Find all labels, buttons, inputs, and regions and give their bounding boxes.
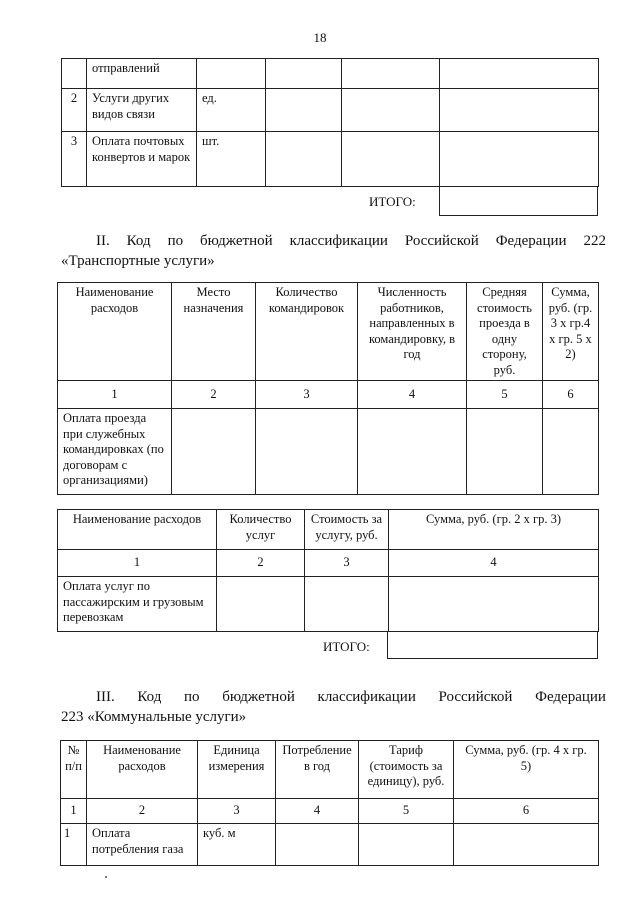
table-communication-continued bbox=[61, 58, 599, 187]
empty-cell bbox=[543, 409, 599, 495]
heading-word: классификации bbox=[317, 689, 416, 705]
column-header: Наименование расходов bbox=[58, 510, 217, 550]
table-transport-services bbox=[57, 509, 599, 632]
column-header: Наименование расходов bbox=[58, 283, 172, 381]
heading-word: Российской bbox=[438, 689, 513, 705]
expense-name-cell: Оплата потребления газа bbox=[87, 824, 198, 866]
column-header: Количество командировок bbox=[256, 283, 358, 381]
column-header: Сумма, руб. (гр. 3 х гр.4 х гр. 5 х 2) bbox=[543, 283, 599, 381]
empty-cell bbox=[389, 577, 599, 632]
heading-word: бюджетной bbox=[200, 233, 273, 249]
column-number: 6 bbox=[543, 381, 599, 409]
unit-cell bbox=[197, 59, 266, 89]
heading-word: бюджетной bbox=[222, 689, 295, 705]
column-header: Единица измерения bbox=[198, 741, 276, 799]
heading-line-2: «Транспортные услуги» bbox=[61, 253, 215, 269]
heading-word: Федерации bbox=[535, 689, 606, 705]
column-number: 1 bbox=[58, 381, 172, 409]
table-row bbox=[62, 89, 599, 132]
column-header: Наименование расходов bbox=[87, 741, 198, 799]
empty-cell bbox=[358, 409, 467, 495]
heading-word: Федерации bbox=[495, 233, 567, 249]
heading-word: II. bbox=[96, 233, 110, 249]
column-number: 3 bbox=[305, 550, 389, 577]
heading-word: классификации bbox=[289, 233, 388, 249]
heading-word: 222 bbox=[583, 233, 606, 249]
empty-cell bbox=[359, 824, 454, 866]
table-header-row bbox=[61, 741, 599, 799]
unit-cell: ед. bbox=[197, 89, 266, 132]
empty-cell bbox=[342, 59, 440, 89]
empty-cell bbox=[440, 132, 599, 187]
empty-cell bbox=[440, 59, 599, 89]
column-number: 4 bbox=[389, 550, 599, 577]
unit-cell: шт. bbox=[197, 132, 266, 187]
itogo-label: ИТОГО: bbox=[369, 194, 416, 209]
row-number-cell bbox=[62, 59, 87, 89]
column-number-row bbox=[58, 381, 599, 409]
column-header: № п/п bbox=[61, 741, 87, 799]
empty-cell bbox=[266, 89, 342, 132]
row-number-cell: 2 bbox=[62, 89, 87, 132]
empty-cell bbox=[342, 89, 440, 132]
column-header: Сумма, руб. (гр. 2 х гр. 3) bbox=[389, 510, 599, 550]
table-row bbox=[58, 409, 599, 495]
row-number-cell: 3 bbox=[62, 132, 87, 187]
column-header: Численность работников, направленных в командировку, в год bbox=[358, 283, 467, 381]
column-header: Место назначения bbox=[172, 283, 256, 381]
column-number: 5 bbox=[467, 381, 543, 409]
column-header: Потребление в год bbox=[276, 741, 359, 799]
empty-cell bbox=[440, 89, 599, 132]
heading-word: по bbox=[167, 233, 184, 249]
table-row bbox=[62, 59, 599, 89]
column-number: 4 bbox=[358, 381, 467, 409]
column-number-row bbox=[61, 799, 599, 824]
unit-cell: куб. м bbox=[198, 824, 276, 866]
column-header: Средняя стоимость проезда в одну сторону, руб. bbox=[467, 283, 543, 381]
empty-cell bbox=[266, 59, 342, 89]
empty-cell bbox=[266, 132, 342, 187]
table-header-row bbox=[58, 283, 599, 381]
column-number: 2 bbox=[217, 550, 305, 577]
heading-word: III. bbox=[96, 689, 115, 705]
itogo-total-box bbox=[387, 631, 598, 659]
table-utilities bbox=[60, 740, 599, 866]
page-number: 18 bbox=[313, 30, 327, 45]
row-number-cell: 1 bbox=[61, 824, 87, 866]
itogo-label: ИТОГО: bbox=[323, 639, 370, 654]
expense-name-cell: Услуги других видов связи bbox=[87, 89, 197, 132]
expense-name-cell: Оплата почтовых конвертов и марок bbox=[87, 132, 197, 187]
column-number: 5 bbox=[359, 799, 454, 824]
empty-cell bbox=[467, 409, 543, 495]
column-number: 6 bbox=[454, 799, 599, 824]
scan-speck bbox=[105, 876, 107, 878]
heading-word: по bbox=[184, 689, 200, 705]
column-number: 1 bbox=[61, 799, 87, 824]
empty-cell bbox=[172, 409, 256, 495]
column-header: Стоимость за услугу, руб. bbox=[305, 510, 389, 550]
table-row bbox=[61, 824, 599, 866]
column-number: 1 bbox=[58, 550, 217, 577]
expense-name-cell: Оплата проезда при служебных командировках (по договорам с организациями) bbox=[58, 409, 172, 495]
column-number: 2 bbox=[87, 799, 198, 824]
table-header-row bbox=[58, 510, 599, 550]
expense-name-cell: отправлений bbox=[87, 59, 197, 89]
heading-word: Российской bbox=[404, 233, 479, 249]
empty-cell bbox=[276, 824, 359, 866]
empty-cell bbox=[217, 577, 305, 632]
column-number: 2 bbox=[172, 381, 256, 409]
empty-cell bbox=[305, 577, 389, 632]
column-header: Тариф (стоимость за единицу), руб. bbox=[359, 741, 454, 799]
heading-word: Код bbox=[126, 233, 151, 249]
column-header: Количество услуг bbox=[217, 510, 305, 550]
empty-cell bbox=[256, 409, 358, 495]
heading-word: Код bbox=[137, 689, 162, 705]
column-number-row bbox=[58, 550, 599, 577]
column-number: 3 bbox=[256, 381, 358, 409]
column-number: 3 bbox=[198, 799, 276, 824]
column-header: Сумма, руб. (гр. 4 х гр. 5) bbox=[454, 741, 599, 799]
table-row bbox=[62, 132, 599, 187]
heading-line-2: 223 «Коммунальные услуги» bbox=[61, 709, 247, 725]
expense-name-cell: Оплата услуг по пассажирским и грузовым перевозкам bbox=[58, 577, 217, 632]
empty-cell bbox=[454, 824, 599, 866]
section-3-heading bbox=[61, 687, 606, 727]
table-business-trips bbox=[57, 282, 599, 495]
itogo-total-box bbox=[439, 186, 598, 216]
table-row bbox=[58, 577, 599, 632]
section-2-heading bbox=[61, 231, 606, 271]
empty-cell bbox=[342, 132, 440, 187]
column-number: 4 bbox=[276, 799, 359, 824]
